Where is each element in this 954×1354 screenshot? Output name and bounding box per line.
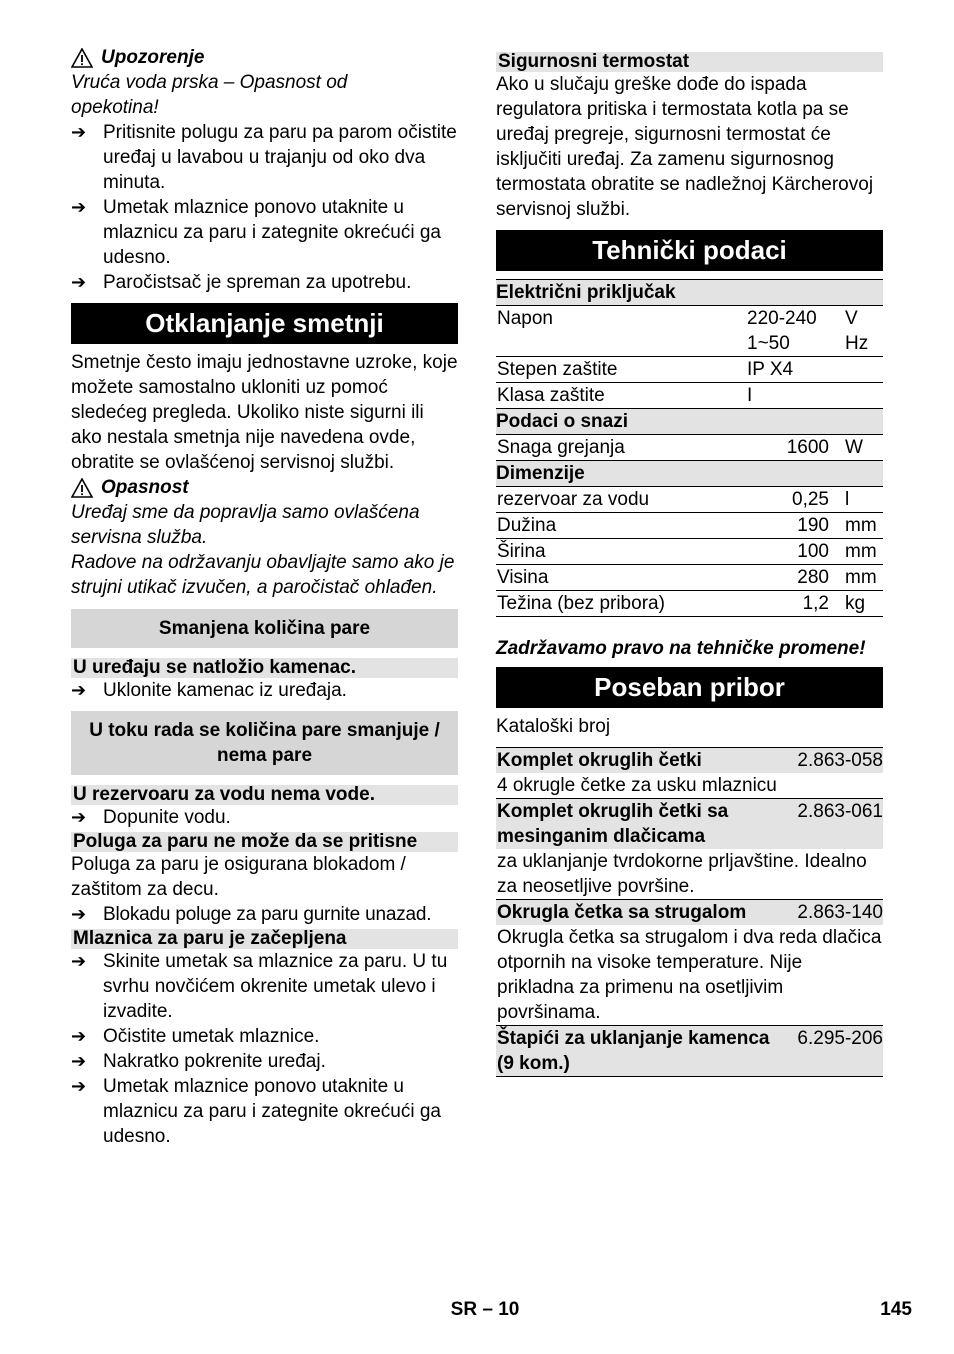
table-section-row: Podaci o snazi	[496, 409, 883, 435]
arrow-right-icon: ➔	[71, 1026, 87, 1046]
danger-text: Radove na održavanju obavljajte samo ako je strujni utikač izvučen, a paročistač ohlađen.	[71, 552, 455, 598]
table-row: Stepen zaštite IP X4	[496, 357, 883, 383]
table-row: Dužina 190 mm	[496, 513, 883, 539]
arrow-right-icon: ➔	[71, 197, 87, 217]
warning-triangle-icon	[71, 48, 93, 68]
left-column	[71, 45, 458, 1149]
problem-heading: Smanjena količina pare	[71, 609, 458, 648]
list-item: ➔ Umetak mlaznice ponovo utaknite u mlaznicu za paru i zategnite okrećući ga udesno.	[71, 1076, 441, 1147]
accessory-row: Štapići za uklanjanje kamenca (9 kom.) 6.295-206	[496, 1025, 883, 1077]
arrow-right-icon: ➔	[71, 272, 87, 292]
list-item: ➔ Nakratko pokrenite uređaj.	[71, 1051, 326, 1072]
list-item: ➔ Blokadu poluge za paru gurnite unazad.	[71, 904, 432, 925]
list-item: ➔ Paročistsač je spreman za upotrebu.	[71, 272, 412, 293]
table-row: Snaga grejanja 1600 W	[496, 435, 883, 461]
list-item: ➔ Očistite umetak mlaznice.	[71, 1026, 320, 1047]
danger-title: Opasnost	[101, 477, 189, 498]
problem-heading: U toku rada se količina pare smanjuje / nema pare	[71, 711, 458, 775]
reserve-note: Zadržavamo pravo na tehničke promene!	[496, 638, 866, 659]
footer-section-label: SR – 10	[450, 1299, 520, 1320]
warning-heading	[71, 45, 458, 70]
table-row: Klasa zaštite I	[496, 383, 883, 409]
right-column	[496, 45, 883, 1077]
warning-title: Upozorenje	[101, 47, 205, 68]
list-item: ➔ Dopunite vodu.	[71, 807, 231, 828]
arrow-right-icon: ➔	[71, 904, 87, 924]
list-item: ➔ Uklonite kamenac iz uređaja.	[71, 680, 347, 701]
technical-data-table	[496, 279, 883, 617]
table-section-row: Električni priključak	[496, 280, 883, 306]
list-item: ➔ Pritisnite polugu za paru pa parom očistite uređaj u lavabou u trajanju od oko dva minuta.	[71, 122, 457, 193]
section-heading-technical-data: Tehnički podaci	[496, 230, 883, 271]
section-heading-accessories: Poseban pribor	[496, 667, 883, 708]
thermostat-text: Ako u slučaju greške dođe do ispada regulatora pritiska i termostata kotla pa se uređaj pregreje, sigurnosni termostat će isključiti uređaj. Za zamenu sigurnosnog termostata obratite se nadležnoj Kärcherovoj servisnoj službi.	[496, 74, 874, 220]
warning-text-line: Vruća voda prska – Opasnost od	[71, 72, 348, 93]
catalog-number-label: Kataloški broj	[496, 716, 611, 737]
arrow-right-icon: ➔	[71, 951, 87, 971]
section-heading-troubleshooting: Otklanjanje smetnji	[71, 303, 458, 344]
table-section-row: Dimenzije	[496, 461, 883, 487]
cause-heading: Mlaznica za paru je začepljena	[71, 929, 458, 949]
list-item: ➔ Umetak mlaznice ponovo utaknite u mlaznicu za paru i zategnite okrećući ga udesno.	[71, 197, 441, 268]
table-row: Napon 220-240 1~50 V Hz	[496, 306, 883, 357]
thermostat-heading: Sigurnosni termostat	[496, 52, 883, 72]
warning-triangle-icon	[71, 478, 93, 498]
accessory-row: Komplet okruglih četki sa mesinganim dlačicama 2.863-061	[496, 798, 883, 849]
table-row: Širina 100 mm	[496, 539, 883, 565]
arrow-right-icon: ➔	[71, 680, 87, 700]
table-row: Težina (bez pribora) 1,2 kg	[496, 591, 883, 617]
accessory-description: za uklanjanje tvrdokorne prljavštine. Idealno za neosetljive površine.	[497, 851, 867, 897]
danger-heading	[71, 475, 458, 500]
accessory-row: Komplet okruglih četki 2.863-058	[496, 747, 883, 773]
page-number: 145	[880, 1299, 912, 1320]
cause-heading: U rezervoaru za vodu nema vode.	[71, 785, 458, 805]
arrow-right-icon: ➔	[71, 122, 87, 142]
table-row: rezervoar za vodu 0,25 l	[496, 487, 883, 513]
cause-heading: Poluga za paru ne može da se pritisne	[71, 832, 458, 852]
accessory-description: 4 okrugle četke za usku mlaznicu	[497, 775, 777, 796]
accessory-row: Okrugla četka sa strugalom 2.863-140	[496, 899, 883, 925]
table-row: Visina 280 mm	[496, 565, 883, 591]
danger-text: Uređaj sme da popravlja samo ovlašćena servisna služba.	[71, 502, 420, 548]
troubleshooting-intro: Smetnje često imaju jednostavne uzroke, koje možete samostalno ukloniti uz pomoć sledećeg pregleda. Ukoliko niste sigurni ili ako nestala smetnja nije navedena ovde, obratite se ovlašćenoj servisnoj službi.	[71, 352, 458, 473]
arrow-right-icon: ➔	[71, 807, 87, 827]
arrow-right-icon: ➔	[71, 1076, 87, 1096]
cause-text: Poluga za paru je osigurana blokadom / zaštitom za decu.	[71, 854, 406, 900]
cause-heading: U uređaju se natložio kamenac.	[71, 658, 458, 678]
list-item: ➔ Skinite umetak sa mlaznice za paru. U tu svrhu novčićem okrenite umetak ulevo i izvadite.	[71, 951, 448, 1022]
arrow-right-icon: ➔	[71, 1051, 87, 1071]
warning-text-line: opekotina!	[71, 97, 159, 118]
accessory-description: Okrugla četka sa strugalom i dva reda dlačica otpornih na visoke temperature. Nije prikladna za primenu na osetljivim površinama.	[497, 927, 882, 1023]
